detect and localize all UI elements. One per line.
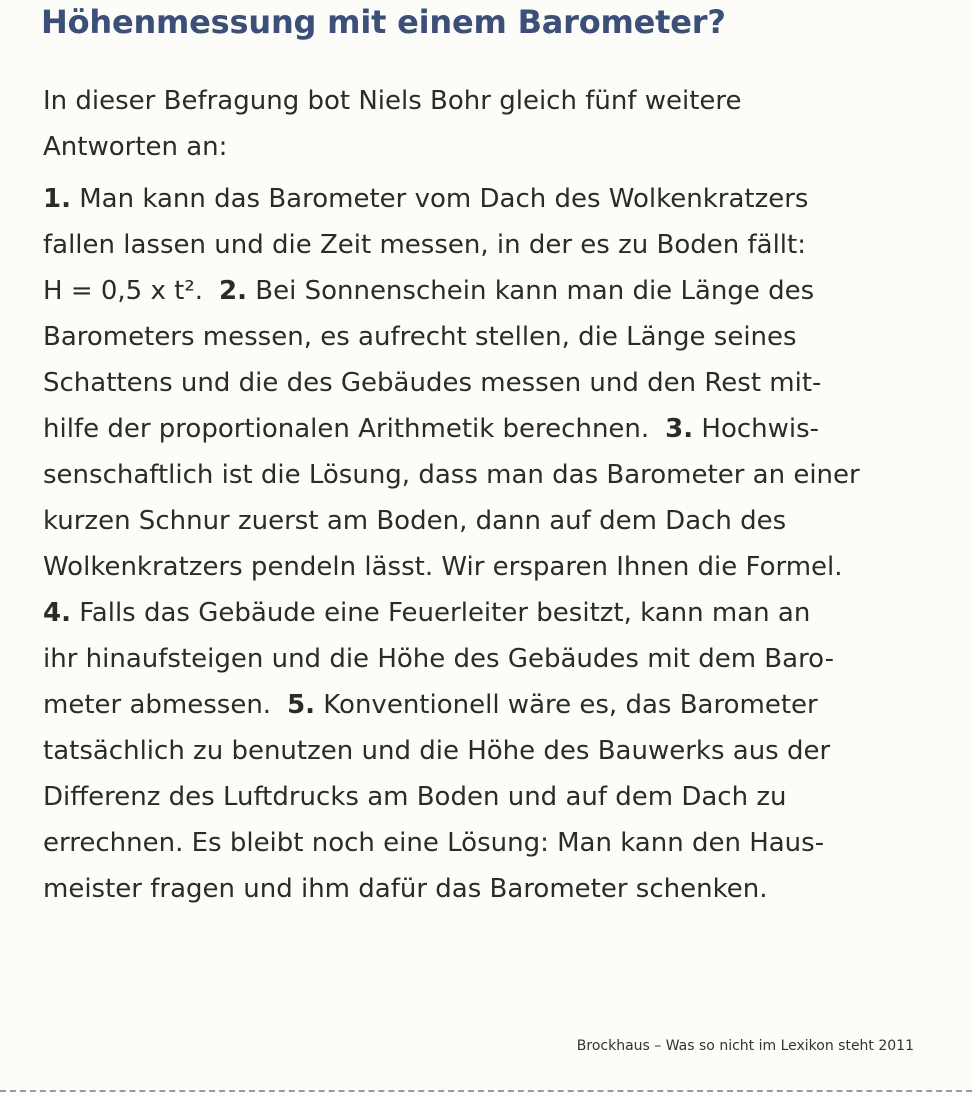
line-text: Barometers messen, es aufrecht stellen, die Länge seines bbox=[43, 322, 797, 352]
article-body bbox=[43, 78, 923, 912]
line-text: meister fragen und ihm dafür das Barometer schenken. bbox=[43, 874, 768, 904]
line-text: senschaftlich ist die Lösung, dass man das Barometer an einer bbox=[43, 460, 860, 490]
body-line bbox=[43, 866, 923, 912]
body-line bbox=[43, 682, 923, 728]
item-number: 5. bbox=[287, 690, 316, 720]
answers-paragraph bbox=[43, 176, 923, 912]
line-text: Bei Sonnenschein kann man die Länge des bbox=[246, 276, 815, 306]
line-text: Wolkenkratzers pendeln lässt. Wir ersparen Ihnen die Formel. bbox=[43, 552, 843, 582]
line-text: Hochwis- bbox=[693, 414, 820, 444]
body-line bbox=[43, 222, 923, 268]
line-text: Man kann das Barometer vom Dach des Wolkenkratzers bbox=[70, 184, 809, 214]
body-line bbox=[43, 406, 923, 452]
line-text: tatsächlich zu benutzen und die Höhe des Bauwerks aus der bbox=[43, 736, 831, 766]
line-text: Schattens und die des Gebäudes messen und den Rest mit- bbox=[43, 368, 822, 398]
line-text: meter abmessen. bbox=[43, 690, 272, 720]
intro-paragraph bbox=[43, 78, 923, 170]
body-line bbox=[43, 774, 923, 820]
line-text: ihr hinaufsteigen und die Höhe des Gebäudes mit dem Baro- bbox=[43, 644, 834, 674]
line-text: fallen lassen und die Zeit messen, in der es zu Boden fällt: bbox=[43, 230, 806, 260]
item-number: 2. bbox=[219, 276, 247, 306]
body-line bbox=[43, 636, 923, 682]
body-line bbox=[43, 544, 923, 590]
item-number: 4. bbox=[43, 598, 71, 628]
line-text: hilfe der proportionalen Arithmetik berechnen. bbox=[43, 414, 650, 444]
body-line bbox=[43, 176, 923, 222]
line-text: Differenz des Luftdrucks am Boden und auf dem Dach zu bbox=[43, 782, 787, 812]
body-line bbox=[43, 498, 923, 544]
body-line bbox=[43, 268, 923, 314]
line-text: kurzen Schnur zuerst am Boden, dann auf dem Dach des bbox=[43, 506, 787, 536]
intro-line: In dieser Befragung bot Niels Bohr gleich fünf weitere bbox=[43, 86, 742, 116]
page-edge-rule bbox=[0, 1090, 972, 1092]
line-text: H = 0,5 x t². bbox=[43, 276, 204, 306]
page-title: Höhenmessung mit einem Barometer? bbox=[41, 3, 726, 41]
body-line bbox=[43, 590, 923, 636]
line-text: Konventionell wäre es, das Barometer bbox=[315, 690, 818, 720]
body-line bbox=[43, 452, 923, 498]
intro-line: Antworten an: bbox=[43, 132, 228, 162]
body-line bbox=[43, 820, 923, 866]
line-text: errechnen. Es bleibt noch eine Lösung: Man kann den Haus- bbox=[43, 828, 825, 858]
body-line bbox=[43, 360, 923, 406]
body-line bbox=[43, 314, 923, 360]
source-citation: Brockhaus – Was so nicht im Lexikon steht 2011 bbox=[576, 1038, 914, 1054]
item-number: 3. bbox=[665, 414, 694, 444]
body-line bbox=[43, 728, 923, 774]
item-number: 1. bbox=[43, 184, 71, 214]
line-text: Falls das Gebäude eine Feuerleiter besitzt, kann man an bbox=[70, 598, 811, 628]
